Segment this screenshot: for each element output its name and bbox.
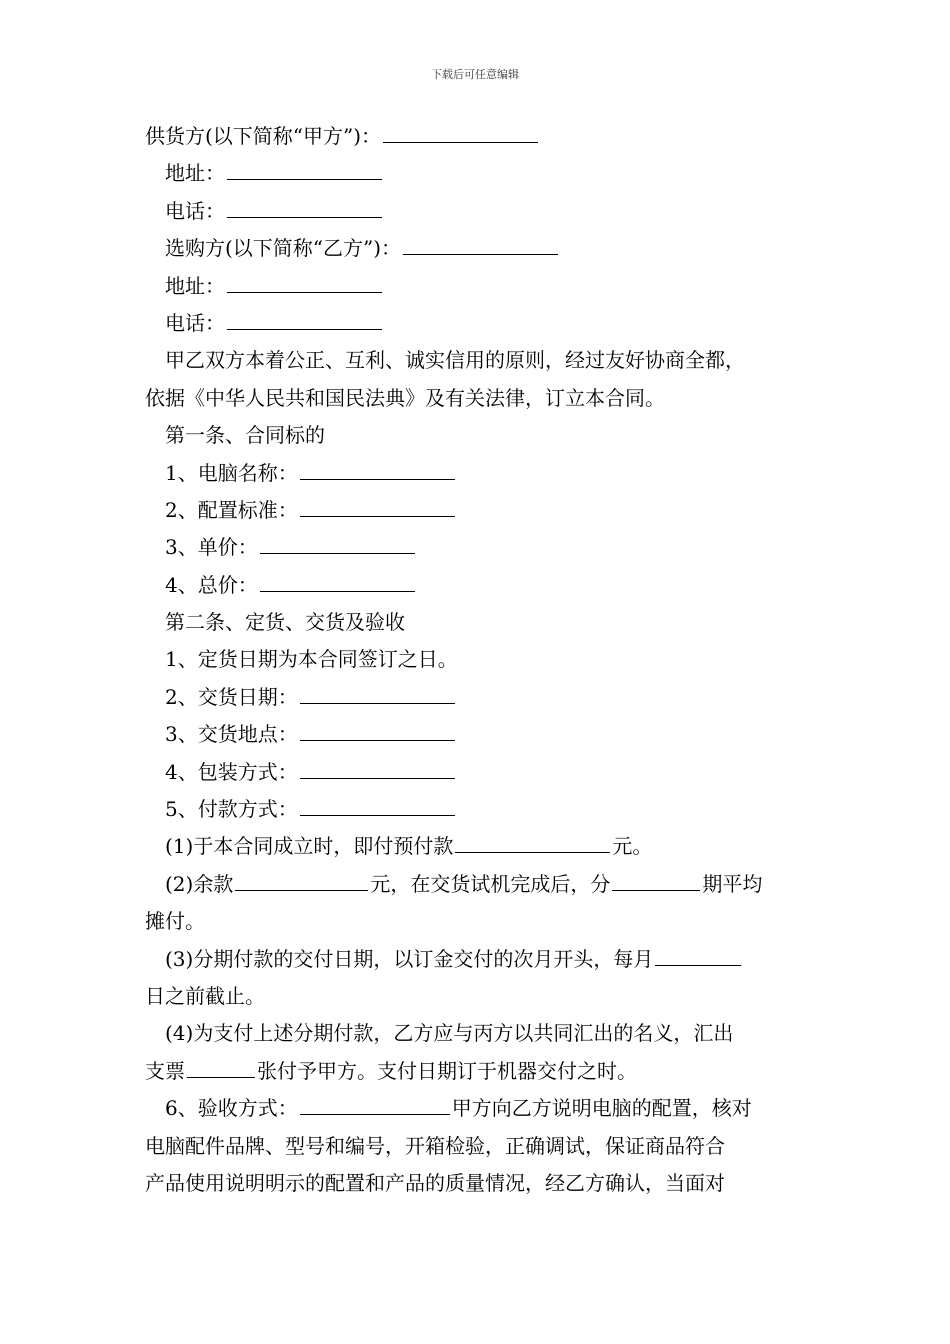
prepayment-blank (455, 851, 610, 853)
computer-name-label: 1、电脑名称： (165, 460, 298, 485)
total-price-line (145, 567, 810, 604)
buyer-blank (403, 253, 558, 255)
computer-name-line (145, 455, 810, 492)
balance-line (145, 866, 810, 903)
installment-date-line (145, 941, 810, 978)
buyer-line (145, 230, 810, 267)
cheque-line-cont (145, 1053, 810, 1090)
supplier-phone-line (145, 193, 810, 230)
buyer-phone-label: 电话： (165, 310, 225, 335)
preamble-line-1: 甲乙双方本着公正、互利、诚实信用的原则，经过友好协商全都， (165, 348, 745, 373)
delivery-place-label: 3、交货地点： (165, 722, 298, 747)
config-standard-blank (300, 515, 455, 517)
balance-text: 元，在交货试机完成后，分 (370, 871, 611, 896)
delivery-date-label: 2、交货日期： (165, 684, 298, 709)
config-standard-label: 2、配置标准： (165, 497, 298, 522)
supplier-phone-blank (227, 216, 382, 218)
buyer-address-line (145, 268, 810, 305)
packaging-label: 4、包装方式： (165, 759, 298, 784)
delivery-place-line (145, 716, 810, 753)
buyer-address-blank (227, 291, 382, 293)
buyer-phone-line (145, 305, 810, 342)
supplier-address-blank (227, 178, 382, 180)
payment-method-blank (300, 814, 455, 816)
supplier-phone-label: 电话： (165, 198, 225, 223)
installment-date-cont: 日之前截止。 (145, 983, 265, 1008)
supplier-blank (383, 141, 538, 143)
buyer-label: 选购方(以下简称“乙方”)： (165, 236, 402, 261)
prepayment-unit: 元。 (612, 834, 653, 859)
packaging-blank (300, 777, 455, 779)
installment-date-label: (3)分期付款的交付日期，以订金交付的次月开头，每月 (165, 946, 654, 971)
delivery-place-blank (300, 739, 455, 741)
prepayment-line (145, 828, 810, 865)
supplier-label: 供货方(以下简称“甲方”)： (145, 124, 382, 148)
config-standard-line (145, 492, 810, 529)
cheque-label: 支票 (145, 1058, 185, 1083)
balance-tail: 期平均 (702, 871, 763, 896)
buyer-phone-blank (227, 328, 382, 330)
packaging-line (145, 754, 810, 791)
total-price-label: 4、总价： (165, 572, 258, 597)
unit-price-line (145, 529, 810, 566)
acceptance-blank (300, 1113, 450, 1115)
payment-method-label: 5、付款方式： (165, 797, 298, 822)
article-1-heading: 第一条、合同标的 (165, 423, 325, 448)
installment-count-blank (612, 889, 700, 891)
order-date-line: 1、定货日期为本合同签订之日。 (165, 647, 458, 672)
computer-name-blank (300, 478, 455, 480)
cheque-count-blank (187, 1076, 255, 1078)
balance-line-cont: 摊付。 (145, 909, 205, 934)
supplier-address-line (145, 155, 810, 192)
delivery-date-blank (300, 702, 455, 704)
preamble-line-2: 依据《中华人民共和国民法典》及有关法律，订立本合同。 (145, 385, 665, 410)
unit-price-label: 3、单价： (165, 535, 258, 560)
cheque-text: 张付予甲方。支付日期订于机器交付之时。 (257, 1058, 637, 1083)
balance-blank (235, 889, 368, 891)
acceptance-text: 甲方向乙方说明电脑的配置，核对 (451, 1096, 752, 1121)
payment-method-line (145, 791, 810, 828)
acceptance-line-3: 产品使用说明明示的配置和产品的质量情况，经乙方确认，当面对 (145, 1170, 725, 1195)
total-price-blank (260, 590, 415, 592)
cheque-line: (4)为支付上述分期付款，乙方应与丙方以共同汇出的名义，汇出 (165, 1021, 734, 1046)
contract-body (145, 118, 810, 1202)
acceptance-line (145, 1090, 810, 1127)
prepayment-label: (1)于本合同成立时，即付预付款 (165, 834, 454, 859)
balance-label: (2)余款 (165, 871, 234, 896)
supplier-address-label: 地址： (165, 161, 225, 186)
acceptance-label: 6、验收方式： (165, 1096, 298, 1121)
supplier-line (145, 118, 810, 155)
installment-day-blank (655, 964, 741, 966)
delivery-date-line (145, 679, 810, 716)
unit-price-blank (260, 552, 415, 554)
page-header: 下载后可任意编辑 (431, 68, 519, 81)
buyer-address-label: 地址： (165, 273, 225, 298)
acceptance-line-2: 电脑配件品牌、型号和编号，开箱检验，正确调试，保证商品符合 (145, 1133, 725, 1158)
article-2-heading: 第二条、定货、交货及验收 (165, 610, 405, 635)
